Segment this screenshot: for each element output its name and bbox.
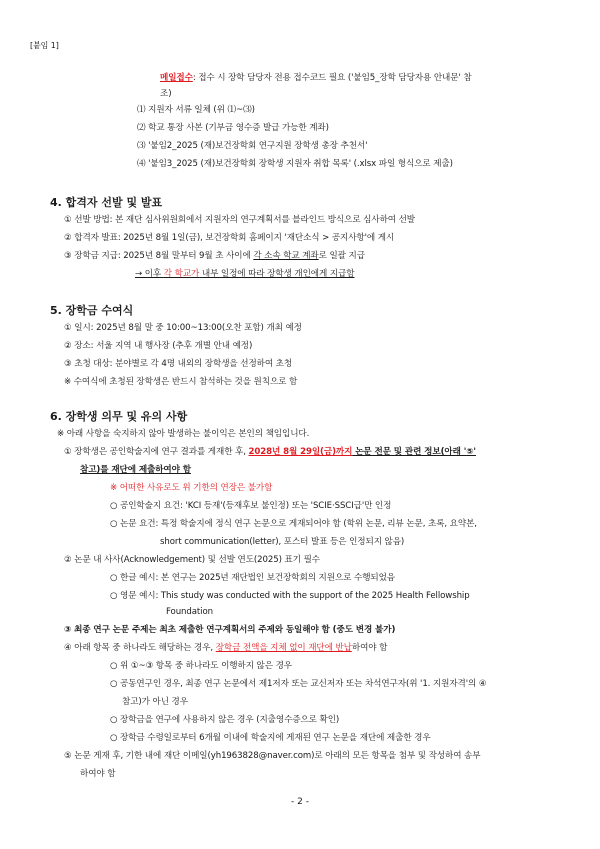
section-6-item-1: ① 장학생은 공인학술지에 연구 결과를 게재한 후, 2028년 8월 29일(금)까지 논문 전문 및 관련 정보(아래 '⑤' [64,447,476,457]
section-6-note: ※ 아래 사항을 숙지하지 않아 발생하는 불이익은 본인의 책임입니다. [57,429,310,439]
apply-item: ⑴ 지원자 서류 일체 (위 ⑴~⑶) [137,105,255,115]
section-4-item: ③ 장학금 지급: 2025년 8월 말부터 9월 초 사이에 각 소속 학교 계좌로 일괄 지급 [64,251,365,261]
section-6-sub-item: short communication(letter), 포스터 발표 등은 인정되지 않음) [160,537,405,547]
section-5-item: ※ 수여식에 초청된 장학생은 반드시 참석하는 것을 원칙으로 함 [64,377,298,387]
attachment-label: [붙임 1] [30,41,59,50]
page-number: - 2 - [291,797,309,807]
section-6-item-3: ③ 최종 연구 논문 주제는 최초 제출한 연구계획서의 주제와 동일해야 함 (중도 변경 불가) [64,625,396,635]
apply-item: ⑵ 학교 통장 사본 (기부금 영수증 발급 가능한 계좌) [137,123,329,133]
section-6-sub-item: ○ 공동연구인 경우, 최종 연구 논문에서 제1저자 또는 교신저자 또는 차석연구자(위 '1. 지원자격'의 ④ [110,679,487,689]
deadline-highlight: 2028년 8월 29일(금)까지 [248,447,353,457]
section-5-heading: 5. 장학금 수여식 [50,304,134,317]
section-6-item-5: ⑤ 논문 게재 후, 기한 내에 재단 이메일(yh1963828@naver.com)로 아래의 모든 항목을 첨부 및 작성하여 송부 [64,751,481,761]
section-6-heading: 6. 장학생 의무 및 유의 사항 [50,410,188,423]
section-6-sub-item: Foundation [166,607,213,617]
section-5-item: ② 장소: 서울 지역 내 행사장 (추후 개별 안내 예정) [64,341,253,351]
email-submit-highlight: 메일접수 [160,73,193,83]
section-6-sub-item: ○ 장학금을 연구에 사용하지 않은 경우 (지출영수증으로 확인) [110,715,340,725]
apply-line-1: 메일접수: 접수 시 장학 담당자 전용 접수코드 필요 ('붙임5_장학 담당자용 안내문' 참 [160,73,472,83]
section-4-item: ② 합격자 발표: 2025년 8월 1일(금), 보건장학회 홈페이지 '재단소식 > 공지사항'에 게시 [64,233,395,243]
school-account-underline: 각 소속 학교 계좌 [253,251,319,261]
deadline-warning: ※ 어떠한 사유로도 위 기한의 연장은 불가함 [110,483,273,493]
section-5-item: ① 일시: 2025년 8월 말 중 10:00~13:00(오찬 포함) 개최 예정 [64,323,302,333]
section-4-heading: 4. 합격자 선발 및 발표 [50,196,163,209]
section-4-arrow-note: → 이후 각 학교가 내부 일정에 따라 장학생 개인에게 지급함 [135,269,355,279]
section-6-sub-item: ○ 장학금 수령일로부터 6개월 이내에 학술지에 게재된 연구 논문을 재단에 제출한 경우 [110,733,431,743]
each-school-highlight: 각 학교가 [163,269,200,279]
apply-item: ⑶ '붙임2_2025 (재)보건장학회 연구지원 장학생 총장 추천서' [137,141,368,151]
section-6-item-5-cont: 하여야 함 [80,769,116,779]
section-6-sub-item: ○ 위 ①~③ 항목 중 하나라도 이행하지 않은 경우 [110,661,292,671]
section-6-item-4: ④ 아래 항목 중 하나라도 해당하는 경우, 장학금 전액을 지체 없이 재단에 반납하여야 함 [64,643,388,653]
section-6-sub-item: ○ 한글 예시: 본 연구는 2025년 재단법인 보건장학회의 지원으로 수행되었음 [110,573,395,583]
section-6-item-1-cont: 참고)를 재단에 제출하여야 함 [80,465,191,475]
section-6-sub-item: ○ 논문 요건: 특정 학술지에 정식 연구 논문으로 게재되어야 함 (학위 논문, 리뷰 논문, 초록, 요약본, [110,519,477,529]
section-6-sub-item: ○ 공인학술지 요건: 'KCI 등재'(등재후보 불인정) 또는 'SCIE·SSCI급'만 인정 [110,501,392,511]
apply-item: ⑷ '붙임3_2025 (재)보건장학회 장학생 지원자 취합 목록' (.xlsx 파일 형식으로 제출) [137,159,453,169]
section-6-sub-item: 참고)가 아닌 경우 [122,697,188,707]
refund-highlight: 장학금 전액을 지체 없이 재단에 반납 [215,643,352,653]
apply-line-2: 조) [160,89,172,99]
section-4-item: ① 선발 방법: 본 재단 심사위원회에서 지원자의 연구계획서를 블라인드 방식으로 심사하여 선발 [64,215,416,225]
section-6-item-2: ② 논문 내 사사(Acknowledgement) 및 선발 연도(2025) 표기 필수 [64,555,320,565]
section-5-item: ③ 초청 대상: 분야별로 각 4명 내외의 장학생을 선정하여 초청 [64,359,293,369]
section-6-sub-item: ○ 영문 예시: This study was conducted with the support of the 2025 Health Fellowship [110,591,470,601]
